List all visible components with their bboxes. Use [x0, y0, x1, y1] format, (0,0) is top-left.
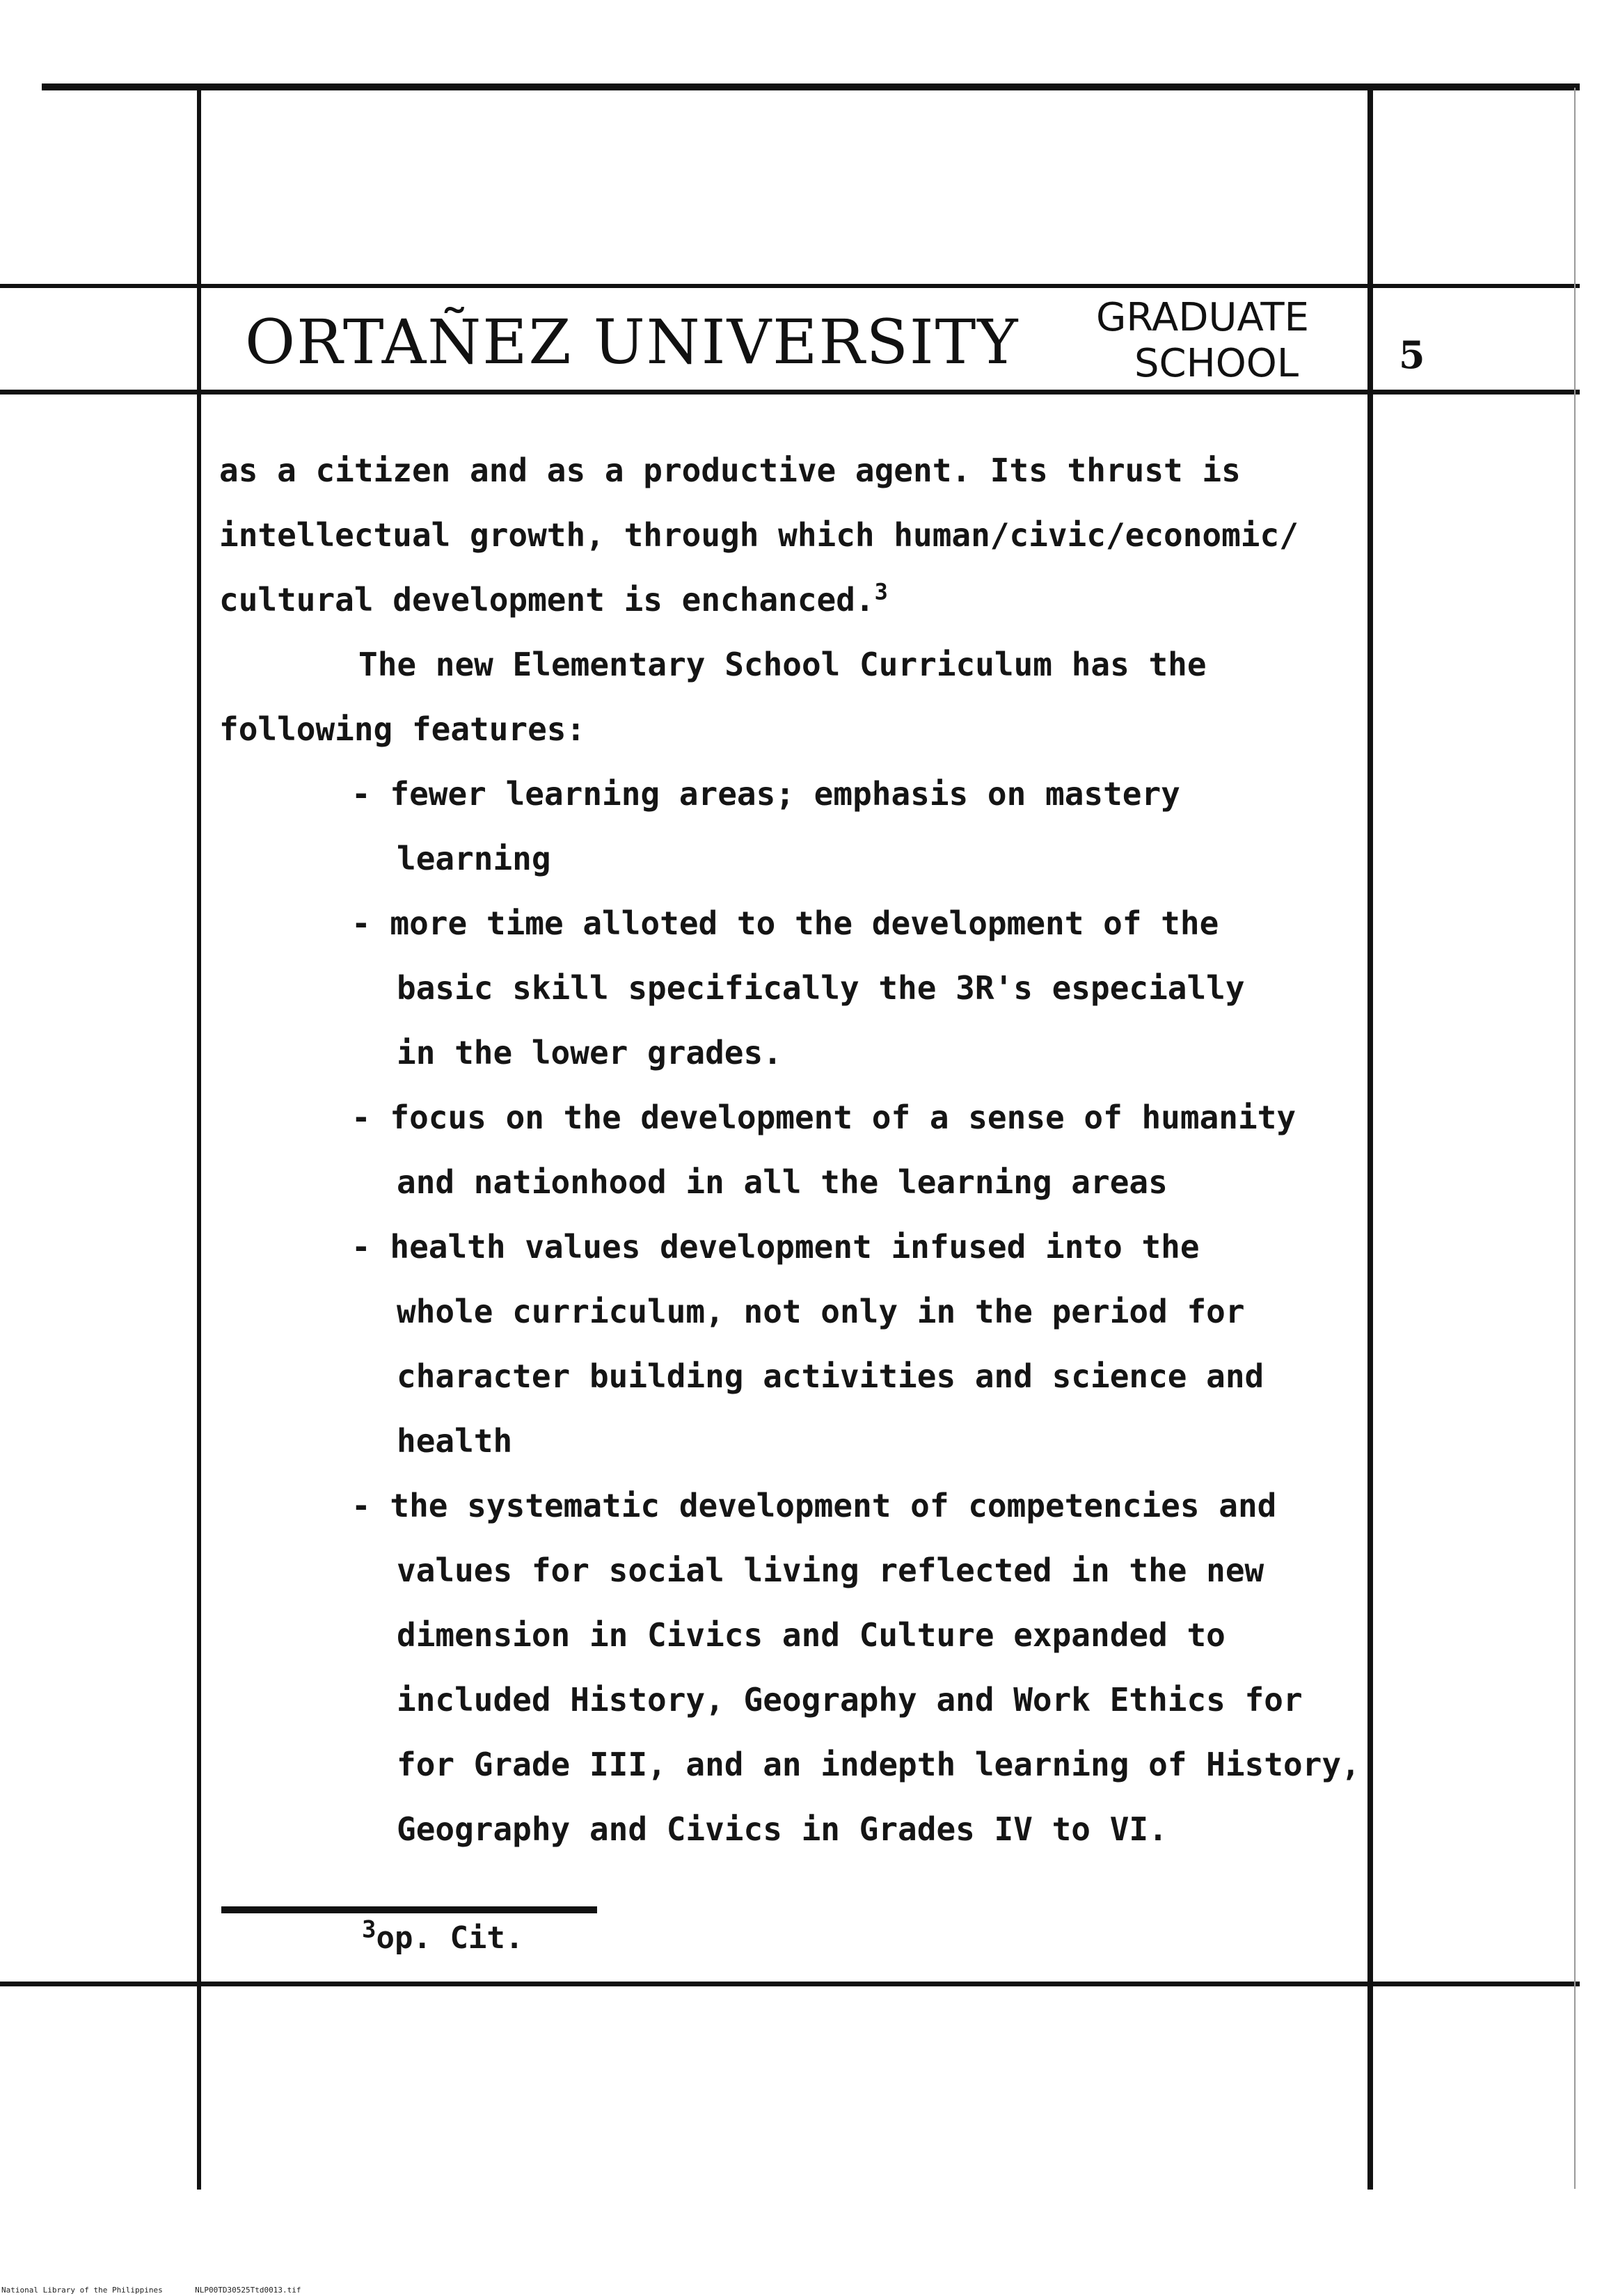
body-line-text: cultural development is enchanced.	[219, 581, 875, 619]
document-body	[219, 438, 1374, 1862]
intro-line: The new Elementary School Curriculum has the	[358, 646, 1207, 683]
page-number: 5	[1399, 333, 1425, 377]
feature-text: the systematic development of competencies and	[390, 1487, 1277, 1524]
feature-text: whole curriculum, not only in the period for	[397, 1293, 1245, 1330]
dash-marker: -	[351, 775, 371, 813]
footnote	[362, 1915, 524, 1956]
feature-text: character building activities and science and	[397, 1357, 1264, 1395]
feature-text: dimension in Civics and Culture expanded to	[397, 1616, 1226, 1654]
dash-marker: -	[351, 1099, 371, 1136]
feature-item	[219, 1474, 1374, 1538]
header-top-line	[0, 284, 1580, 288]
graduate-school-label	[1070, 295, 1335, 387]
school-word: SCHOOL	[1134, 341, 1299, 386]
feature-text: for Grade III, and an indepth learning of History,	[397, 1746, 1361, 1783]
feature-item	[219, 1085, 1374, 1150]
header-bottom-line	[0, 390, 1580, 394]
feature-text: focus on the development of a sense of humanity	[390, 1099, 1296, 1136]
feature-text: included History, Geography and Work Ethics for	[397, 1681, 1303, 1719]
left-margin-line	[197, 85, 201, 2190]
feature-text: and nationhood in all the learning areas	[397, 1163, 1168, 1201]
feature-text: values for social living reflected in the new	[397, 1552, 1264, 1589]
body-line: as a citizen and as a productive agent. Its thrust is	[219, 452, 1241, 489]
file-name: NLP00TD30525Ttd0013.tif	[195, 2286, 301, 2295]
university-name: ORTAÑEZ UNIVERSITY	[245, 306, 1020, 378]
feature-item	[219, 891, 1374, 956]
footnote-text: op. Cit.	[376, 1920, 524, 1956]
body-line: intellectual growth, through which human/civic/economic/	[219, 516, 1299, 554]
dash-marker: -	[351, 904, 371, 942]
footnote-marker: 3	[362, 1915, 376, 1944]
graduate-word: GRADUATE	[1095, 295, 1309, 340]
page-edge-line	[1574, 88, 1576, 2189]
footnote-reference: 3	[874, 578, 888, 605]
top-border-line	[42, 83, 1580, 90]
dash-marker: -	[351, 1228, 371, 1266]
dash-marker: -	[351, 1487, 371, 1524]
feature-text: fewer learning areas; emphasis on mastery	[390, 775, 1180, 813]
feature-item	[219, 762, 1374, 827]
footnote-separator	[221, 1906, 597, 1913]
library-name: National Library of the Philippines	[1, 2286, 163, 2295]
feature-text: more time alloted to the development of the	[390, 904, 1219, 942]
feature-text: health	[397, 1422, 513, 1460]
body-line	[219, 568, 1374, 632]
feature-text: learning	[397, 840, 551, 877]
feature-text: health values development infused into the	[390, 1228, 1200, 1266]
feature-item	[219, 1215, 1374, 1279]
feature-text: basic skill specifically the 3R's especially	[397, 969, 1245, 1007]
intro-line: following features:	[219, 710, 586, 748]
scan-caption	[1, 2286, 301, 2295]
feature-text: in the lower grades.	[397, 1034, 782, 1071]
feature-text: Geography and Civics in Grades IV to VI.	[397, 1810, 1168, 1848]
bottom-border-line	[0, 1982, 1580, 1986]
